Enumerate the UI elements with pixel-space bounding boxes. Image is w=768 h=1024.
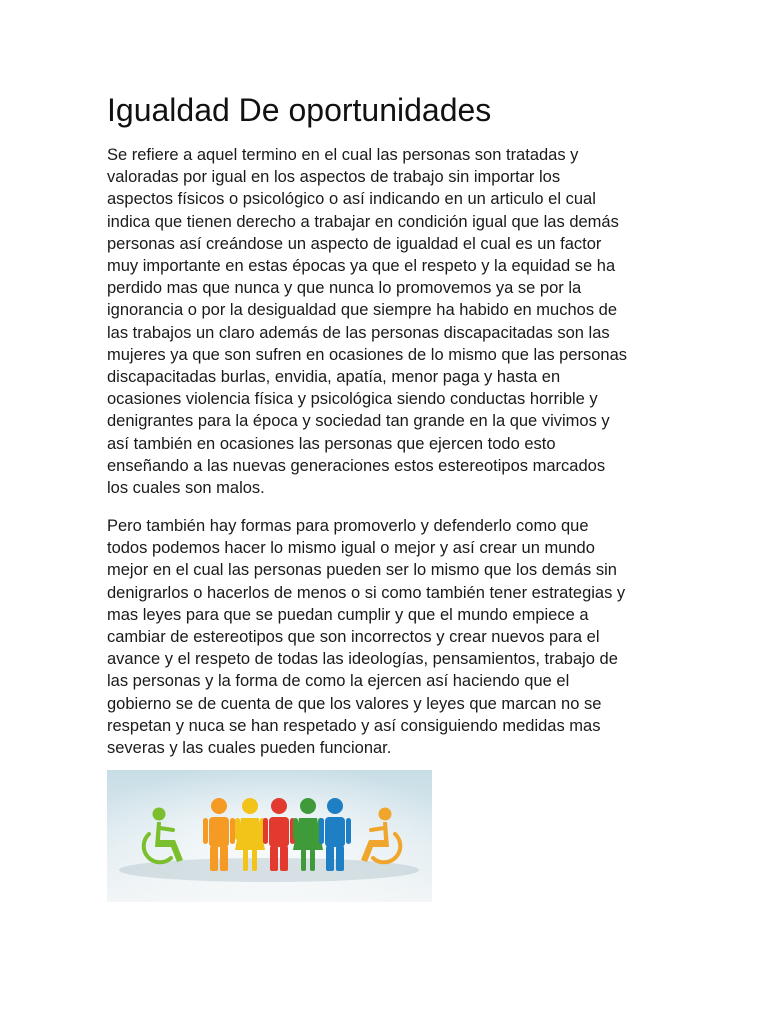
paragraph-line: ocasiones violencia física y psicológica siendo conductas horrible y (107, 390, 598, 409)
paragraph-line: así también en ocasiones las personas que ejercen todo esto (107, 434, 556, 453)
paragraph-line: valoradas por igual en los aspectos de trabajo sin importar los (107, 168, 561, 187)
paragraph-line: ignorancia o por la desigualdad que siempre ha habido en muchos de (107, 301, 618, 320)
paragraph-line: personas así creándose un aspecto de igualdad el cual es un factor (107, 234, 602, 253)
paragraph-line: mujeres ya que son sufren en ocasiones de lo mismo que las personas (107, 345, 628, 364)
paragraph-line: respetan y nuca se han respetado y así consiguiendo medidas mas (107, 716, 601, 735)
paragraph-line: mas leyes para que se puedan cumplir y que el mundo empiece a (107, 605, 589, 624)
paragraph-line: denigrantes para la época y sociedad tan grande en la que vivimos y (107, 412, 610, 431)
equality-illustration (107, 770, 432, 902)
paragraph-line: cambiar de estereotipos que son incorrectos y crear nuevos para el (107, 628, 600, 647)
paragraph-line: aspectos físicos o psicológico o así indicando en un articulo el cual (107, 190, 596, 209)
paragraph-line: las trabajos un claro además de las personas discapacitadas son las (107, 323, 610, 342)
paragraph-line: severas y las cuales pueden funcionar. (107, 739, 392, 758)
paragraph-line: discapacitadas burlas, envidia, apatía, menor paga y hasta en (107, 368, 561, 387)
paragraph-line: gobierno se de cuenta de que los valores y leyes que marcan no se (107, 694, 602, 713)
paragraph-2 (107, 515, 667, 759)
paragraph-1 (107, 144, 667, 499)
paragraph-line: muy importante en estas épocas ya que el respeto y la equidad se ha (107, 257, 616, 276)
paragraph-line: indica que tienen derecho a trabajar en condición igual que las demás (107, 212, 619, 231)
paragraph-line: las personas y la forma de como la ejercen así haciendo que el (107, 672, 570, 691)
paragraph-line: denigrarlos o hacerlos de menos o si como también tener estrategias y (107, 583, 626, 602)
paragraph-line: perdido mas que nunca y que nunca lo promovemos ya se por la (107, 279, 582, 298)
paragraph-line: avance y el respeto de todas las ideologías, pensamientos, trabajo de (107, 650, 618, 669)
paragraph-line: todos podemos hacer lo mismo igual o mejor y así crear un mundo (107, 539, 595, 558)
paragraph-line: enseñando a las nuevas generaciones estos estereotipos marcados (107, 456, 606, 475)
paragraph-line: los cuales son malos. (107, 479, 265, 498)
paragraph-line: mejor en el cual las personas pueden ser lo mismo que los demás sin (107, 561, 617, 580)
paragraph-line: Pero también hay formas para promoverlo y defenderlo como que (107, 517, 589, 535)
document-title: Igualdad De oportunidades (107, 92, 492, 128)
paragraph-line: Se refiere a aquel termino en el cual las personas son tratadas y (107, 146, 579, 164)
illustration-svg (107, 770, 432, 902)
